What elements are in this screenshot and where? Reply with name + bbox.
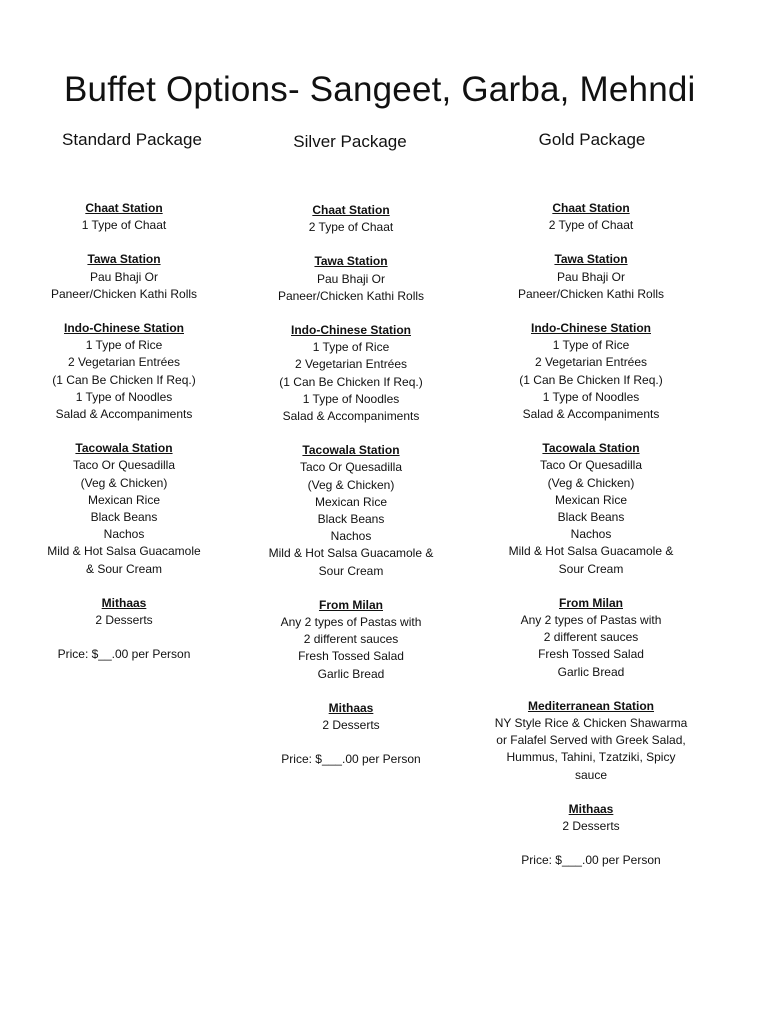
menu-item: 1 Type of Noodles [75, 389, 173, 404]
menu-item: 2 Type of Chaat [308, 220, 394, 235]
menu-item: (Veg & Chicken) [547, 475, 635, 490]
menu-section [231, 700, 471, 734]
section-title: Mithaas [101, 595, 147, 610]
menu-section [4, 440, 244, 578]
section-title: Tawa Station [314, 254, 388, 269]
menu-item: Taco Or Quesadilla [539, 458, 643, 473]
menu-item: Any 2 types of Pastas with [280, 615, 422, 630]
menu-item: 2 different sauces [543, 630, 639, 645]
menu-item: 2 Vegetarian Entrées [534, 355, 648, 370]
menu-item: 2 Desserts [95, 613, 153, 628]
menu-item: Mexican Rice [314, 494, 388, 509]
page-title: Buffet Options- Sangeet, Garba, Mehndi [64, 70, 696, 109]
menu-item: Sour Cream [558, 561, 624, 576]
menu-section [471, 251, 711, 303]
menu-section [231, 202, 471, 236]
menu-item: Mexican Rice [554, 492, 628, 507]
menu-item: Paneer/Chicken Kathi Rolls [517, 286, 665, 301]
menu-section [4, 251, 244, 303]
menu-section [231, 442, 471, 580]
menu-item: 2 Vegetarian Entrées [294, 357, 408, 372]
menu-section [231, 253, 471, 305]
section-title: Indo-Chinese Station [291, 323, 411, 338]
menu-item: (1 Can Be Chicken If Req.) [52, 372, 196, 387]
price-line: Price: $___.00 per Person [281, 752, 421, 767]
menu-section [4, 320, 244, 423]
menu-item: Fresh Tossed Salad [298, 649, 404, 664]
price-line: Price: $___.00 per Person [521, 853, 661, 868]
section-title: Indo-Chinese Station [64, 321, 184, 336]
section-title: Chaat Station [85, 201, 163, 215]
section-title: Tacowala Station [542, 441, 640, 456]
menu-item: Mild & Hot Salsa Guacamole & [508, 544, 674, 559]
menu-section [4, 595, 244, 629]
menu-item: Mexican Rice [87, 492, 161, 507]
menu-item: 2 Desserts [322, 718, 380, 733]
menu-item: & Sour Cream [85, 561, 163, 576]
menu-section [471, 595, 711, 681]
menu-item: Black Beans [90, 510, 158, 525]
menu-item: 2 different sauces [303, 632, 399, 647]
menu-item: Pau Bhaji Or [316, 271, 386, 286]
menu-item: 2 Vegetarian Entrées [67, 355, 181, 370]
menu-item: Black Beans [317, 512, 385, 527]
menu-item: Nachos [570, 527, 612, 542]
standard-package-column [4, 200, 244, 663]
menu-section [471, 200, 711, 234]
menu-item: Garlic Bread [557, 664, 625, 679]
section-title: Tacowala Station [75, 441, 173, 456]
menu-item: Taco Or Quesadilla [299, 460, 403, 475]
menu-item: sauce [574, 767, 608, 782]
section-title: Chaat Station [552, 201, 630, 215]
section-title: Mithaas [328, 700, 374, 715]
menu-item: Nachos [330, 529, 372, 544]
menu-section [231, 597, 471, 683]
menu-item: Mild & Hot Salsa Guacamole [47, 544, 201, 559]
menu-item: or Falafel Served with Greek Salad, [496, 733, 686, 748]
menu-item: 2 Type of Chaat [548, 218, 634, 233]
menu-item: 1 Type of Rice [552, 338, 630, 353]
gold-package-heading: Gold Package [538, 130, 646, 149]
menu-item: NY Style Rice & Chicken Shawarma [494, 716, 688, 731]
menu-section [231, 322, 471, 425]
menu-item: Pau Bhaji Or [89, 269, 159, 284]
menu-item: 1 Type of Noodles [542, 389, 640, 404]
section-title: Mithaas [568, 801, 614, 816]
menu-section [471, 320, 711, 423]
menu-section [4, 200, 244, 234]
gold-package-column [471, 200, 711, 870]
standard-package-heading: Standard Package [62, 130, 202, 149]
menu-section [471, 440, 711, 578]
menu-item: Mild & Hot Salsa Guacamole & [268, 546, 434, 561]
menu-item: Salad & Accompaniments [55, 407, 193, 422]
menu-item: Sour Cream [318, 563, 384, 578]
menu-item: Taco Or Quesadilla [72, 458, 176, 473]
menu-item: 2 Desserts [562, 819, 620, 834]
menu-section [471, 801, 711, 835]
section-title: Tawa Station [87, 252, 161, 267]
menu-item: 1 Type of Rice [85, 338, 163, 353]
menu-section [471, 698, 711, 784]
menu-item: Garlic Bread [317, 666, 385, 681]
menu-item: Paneer/Chicken Kathi Rolls [277, 288, 425, 303]
menu-item: 1 Type of Chaat [81, 218, 167, 233]
menu-item: Salad & Accompaniments [282, 409, 420, 424]
section-title: Mediterranean Station [527, 698, 655, 713]
menu-item: (1 Can Be Chicken If Req.) [279, 374, 423, 389]
section-title: Tawa Station [554, 252, 628, 267]
price-line: Price: $__.00 per Person [57, 647, 191, 662]
section-title: Indo-Chinese Station [531, 321, 651, 336]
menu-item: (Veg & Chicken) [80, 475, 168, 490]
section-title: Chaat Station [312, 203, 390, 217]
menu-item: 1 Type of Noodles [302, 391, 400, 406]
menu-item: Pau Bhaji Or [556, 269, 626, 284]
menu-item: 1 Type of Rice [312, 340, 390, 355]
silver-package-column [231, 202, 471, 768]
section-title: From Milan [558, 595, 623, 610]
menu-item: Black Beans [557, 510, 625, 525]
section-title: From Milan [318, 597, 383, 612]
menu-item: (Veg & Chicken) [307, 477, 395, 492]
menu-item: (1 Can Be Chicken If Req.) [519, 372, 663, 387]
menu-item: Fresh Tossed Salad [538, 647, 644, 662]
menu-item: Salad & Accompaniments [522, 407, 660, 422]
silver-package-heading: Silver Package [293, 132, 407, 151]
menu-item: Any 2 types of Pastas with [520, 613, 662, 628]
menu-item: Paneer/Chicken Kathi Rolls [50, 286, 198, 301]
menu-item: Nachos [103, 527, 145, 542]
section-title: Tacowala Station [302, 443, 400, 458]
menu-item: Hummus, Tahini, Tzatziki, Spicy [506, 750, 676, 765]
